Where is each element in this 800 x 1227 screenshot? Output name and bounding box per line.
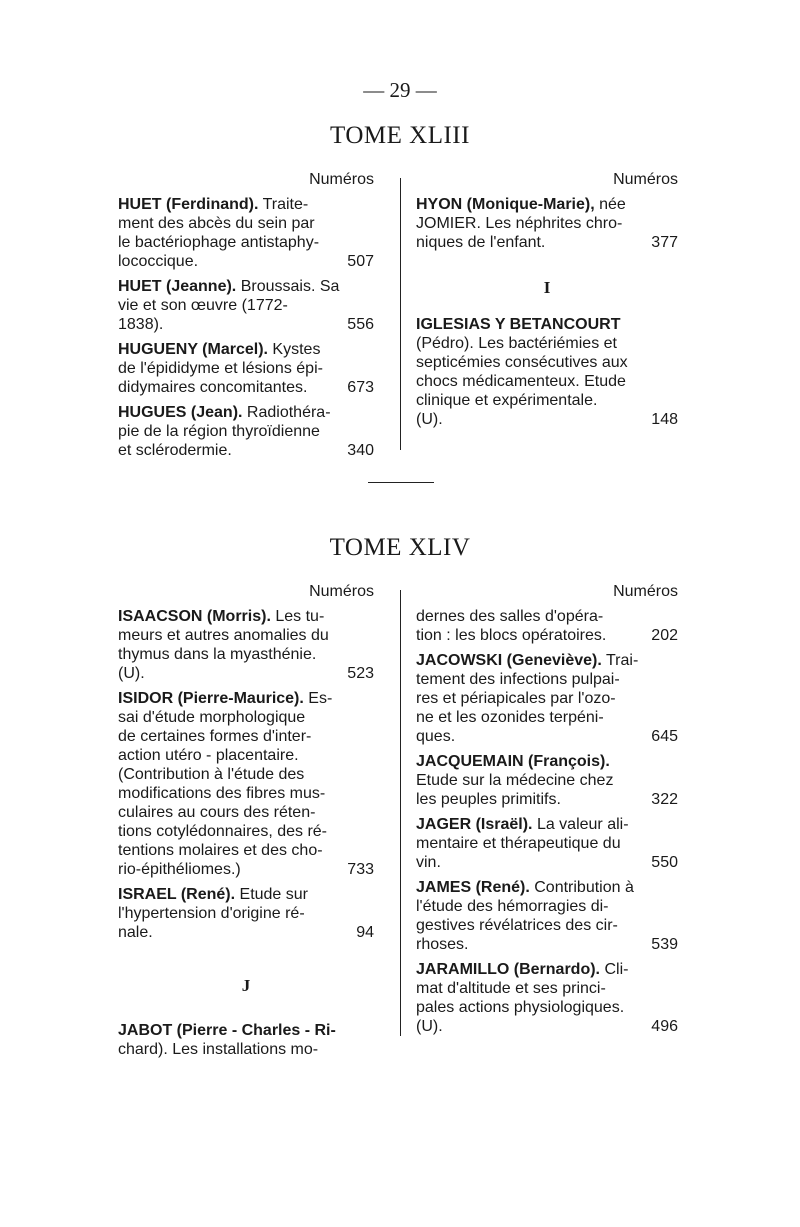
- entry-text: tions cotylédonnaires, des ré-: [118, 823, 327, 840]
- index-entry: [416, 752, 678, 809]
- section-letter: I: [543, 278, 551, 297]
- entry-number: 539: [647, 935, 678, 954]
- entry-text: Radiothéra-: [246, 404, 331, 421]
- entry-text: vin.: [416, 854, 441, 871]
- index-entry: [416, 815, 678, 872]
- numeros-header: Numéros: [613, 171, 678, 188]
- index-entry: [118, 340, 374, 397]
- entry-number: 377: [647, 233, 678, 252]
- entry-number: 322: [647, 790, 678, 809]
- entry-text: ne et les ozonides terpéni-: [416, 709, 604, 726]
- index-entry: [416, 195, 678, 252]
- entry-text: tement des infections pulpai-: [416, 671, 620, 688]
- entry-text: (U).: [416, 1018, 443, 1035]
- entry-number: 556: [343, 315, 374, 334]
- entry-text: née: [599, 196, 626, 213]
- index-entry: [416, 878, 678, 954]
- entry-text: de certaines formes d'inter-: [118, 728, 312, 745]
- index-entry: [118, 277, 374, 334]
- column-divider: [400, 590, 401, 1036]
- entry-number: 733: [343, 860, 374, 879]
- entry-text: culaires au cours des réten-: [118, 804, 316, 821]
- entry-text: le bactériophage antistaphy-: [118, 234, 320, 251]
- entry-text: rio-épithéliomes.): [118, 861, 241, 878]
- entry-author: ISIDOR (Pierre-Maurice).: [118, 690, 304, 707]
- entry-number: 202: [647, 626, 678, 645]
- entry-text: Les tu-: [275, 608, 325, 625]
- index-entry: [416, 651, 678, 746]
- entry-author: JAMES (René).: [416, 879, 530, 896]
- entry-author: HUGUENY (Marcel).: [118, 341, 268, 358]
- entry-text: action utéro - placentaire.: [118, 747, 299, 764]
- entry-text: didymaires concomitantes.: [118, 379, 308, 396]
- entry-text: clinique et expérimentale.: [416, 392, 598, 409]
- index-entry: [118, 403, 374, 460]
- entry-text: ques.: [416, 728, 456, 745]
- entry-text: res et périapicales par l'ozo-: [416, 690, 616, 707]
- tome-title: TOME XLIV: [329, 534, 471, 561]
- entry-text: vie et son œuvre (1772-: [118, 297, 288, 314]
- entry-author: ISAACSON (Morris).: [118, 608, 271, 625]
- entry-text: La valeur ali-: [536, 816, 629, 833]
- entry-text: thymus dans la myasthénie.: [118, 646, 317, 663]
- column-left: [118, 170, 374, 460]
- entry-text: Broussais. Sa: [240, 278, 340, 295]
- entry-text: de l'épididyme et lésions épi-: [118, 360, 323, 377]
- entry-text: chocs médicamenteux. Etude: [416, 373, 626, 390]
- entry-text: JOMIER. Les néphrites chro-: [416, 215, 623, 232]
- entry-text: Traite-: [262, 196, 309, 213]
- entry-author: JAGER (Israël).: [416, 816, 533, 833]
- entry-number: 673: [343, 378, 374, 397]
- entry-text: l'étude des hémorragies di-: [416, 898, 609, 915]
- entry-text: meurs et autres anomalies du: [118, 627, 329, 644]
- entry-text: Cli-: [604, 961, 629, 978]
- entry-author: HUET (Ferdinand).: [118, 196, 259, 213]
- section-divider: [368, 482, 434, 483]
- entry-text: pie de la région thyroïdienne: [118, 423, 320, 440]
- entry-number: 507: [343, 252, 374, 271]
- entry-number: 550: [647, 853, 678, 872]
- entry-text: ment des abcès du sein par: [118, 215, 315, 232]
- entry-author: JACQUEMAIN (François).: [416, 753, 610, 770]
- index-entry: [416, 960, 678, 1036]
- entry-text: chard). Les installations mo-: [118, 1041, 319, 1058]
- entry-text: (Pédro). Les bactériémies et: [416, 335, 617, 352]
- entry-text: et sclérodermie.: [118, 442, 232, 459]
- entry-number: 523: [343, 664, 374, 683]
- entry-text: Kystes: [272, 341, 321, 358]
- numeros-header: Numéros: [309, 171, 374, 188]
- column-left: [118, 582, 374, 1059]
- numeros-header: Numéros: [309, 583, 374, 600]
- column-right: [416, 582, 678, 1036]
- entry-text: tion : les blocs opératoires.: [416, 627, 607, 644]
- column-divider: [400, 178, 401, 450]
- tome-title: TOME XLIII: [330, 122, 470, 149]
- entry-text: niques de l'enfant.: [416, 234, 546, 251]
- entry-number: 340: [343, 441, 374, 460]
- entry-text: tentions molaires et des cho-: [118, 842, 323, 859]
- entry-author: HYON (Monique-Marie),: [416, 196, 595, 213]
- index-entry: [416, 607, 678, 645]
- index-entry: [118, 195, 374, 271]
- entry-author: JARAMILLO (Bernardo).: [416, 961, 600, 978]
- entry-author: JACOWSKI (Geneviève).: [416, 652, 602, 669]
- entry-author: ISRAEL (René).: [118, 886, 236, 903]
- entry-text: l'hypertension d'origine ré-: [118, 905, 305, 922]
- entry-text: mat d'altitude et ses princi-: [416, 980, 606, 997]
- column-right: [416, 170, 678, 429]
- entry-text: rhoses.: [416, 936, 469, 953]
- page-number: — 29 —: [363, 78, 437, 102]
- entry-text: Trai-: [605, 652, 639, 669]
- entry-text: nale.: [118, 924, 153, 941]
- entry-number: 496: [647, 1017, 678, 1036]
- entry-text: lococcique.: [118, 253, 199, 270]
- index-entry: [118, 1021, 374, 1059]
- entry-author: HUGUES (Jean).: [118, 404, 243, 421]
- numeros-header: Numéros: [613, 583, 678, 600]
- entry-text: 1838).: [118, 316, 164, 333]
- entry-number: 94: [352, 923, 374, 942]
- entry-text: modifications des fibres mus-: [118, 785, 326, 802]
- entry-text: dernes des salles d'opéra-: [416, 608, 604, 625]
- entry-author: HUET (Jeanne).: [118, 278, 237, 295]
- section-letter: J: [241, 976, 251, 995]
- entry-text: Etude sur: [239, 886, 308, 903]
- entry-text: Etude sur la médecine chez: [416, 772, 614, 789]
- entry-text: pales actions physiologiques.: [416, 999, 625, 1016]
- index-entry: [118, 607, 374, 683]
- index-entry: [118, 885, 374, 942]
- entry-number: 645: [647, 727, 678, 746]
- entry-text: Contribution à: [534, 879, 634, 896]
- entry-number: 148: [647, 410, 678, 429]
- entry-text: septicémies consécutives aux: [416, 354, 628, 371]
- entry-text: Es-: [308, 690, 333, 707]
- entry-author: IGLESIAS Y BETANCOURT: [416, 316, 621, 333]
- entry-author: JABOT (Pierre - Charles - Ri-: [118, 1022, 336, 1039]
- entry-text: (U).: [416, 411, 443, 428]
- entry-text: (U).: [118, 665, 145, 682]
- entry-text: mentaire et thérapeutique du: [416, 835, 621, 852]
- entry-text: sai d'étude morphologique: [118, 709, 306, 726]
- entry-text: (Contribution à l'étude des: [118, 766, 305, 783]
- entry-text: les peuples primitifs.: [416, 791, 561, 808]
- index-entry: [416, 315, 678, 429]
- index-entry: [118, 689, 374, 879]
- entry-text: gestives révélatrices des cir-: [416, 917, 618, 934]
